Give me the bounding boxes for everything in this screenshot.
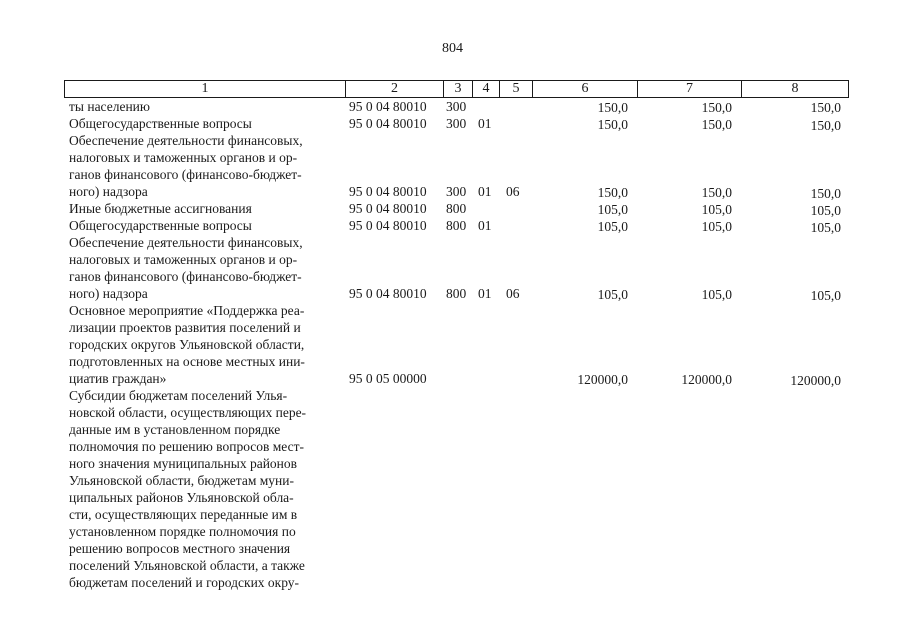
column-header-6: 6 [533, 81, 638, 98]
column-header-5: 5 [500, 81, 533, 98]
row-description-line: ты населению [69, 99, 150, 114]
row-description [69, 132, 337, 200]
row-value-6: 150,0 [597, 117, 628, 132]
row-section: 01 [478, 184, 492, 199]
row-description-line: налоговых и таможенных органов и ор- [69, 252, 298, 267]
row-description [69, 115, 337, 132]
row-section: 01 [478, 218, 492, 233]
row-description-line: новской области, осуществляющих пере- [69, 405, 307, 420]
row-value-8: 150,0 [810, 118, 841, 133]
row-value-7: 105,0 [701, 219, 732, 234]
row-description-line: городских округов Ульяновской области, [69, 337, 305, 352]
row-description-line: ного значения муниципальных районов [69, 456, 298, 471]
row-expense-type: 300 [446, 184, 467, 199]
column-header-2: 2 [346, 81, 444, 98]
row-expense-type: 300 [446, 116, 467, 131]
row-code: 95 0 04 80010 [349, 116, 427, 131]
row-value-6: 105,0 [597, 202, 628, 217]
table-row [0, 387, 905, 591]
row-description-line: полномочия по решению вопросов мест- [69, 439, 305, 454]
row-description-line: Обеспечение деятельности финансовых, [69, 133, 303, 148]
row-description-line: налоговых и таможенных органов и ор- [69, 150, 298, 165]
row-description-line: ганов финансового (финансово-бюджет- [69, 167, 302, 182]
row-value-7: 150,0 [701, 185, 732, 200]
page-number: 804 [442, 41, 463, 56]
row-description-line: Основное мероприятие «Поддержка реа- [69, 303, 305, 318]
row-value-6: 120000,0 [577, 372, 628, 387]
row-subsection: 06 [506, 286, 520, 301]
row-value-6: 150,0 [597, 185, 628, 200]
column-header-8: 8 [742, 81, 849, 98]
row-value-8: 105,0 [810, 220, 841, 235]
row-expense-type: 800 [446, 286, 467, 301]
row-description-line: лизации проектов развития поселений и [69, 320, 301, 335]
row-value-6: 105,0 [597, 219, 628, 234]
table-row [0, 234, 905, 302]
row-description-line: Общегосударственные вопросы [69, 218, 252, 233]
row-value-7: 150,0 [701, 117, 732, 132]
row-section: 01 [478, 116, 492, 131]
column-header-1: 1 [65, 81, 346, 98]
row-description-line: бюджетам поселений и городских окру- [69, 575, 300, 590]
row-value-6: 105,0 [597, 287, 628, 302]
row-value-7: 150,0 [701, 100, 732, 115]
row-value-8: 120000,0 [790, 373, 841, 388]
row-description-line: подготовленных на основе местных ини- [69, 354, 305, 369]
row-value-8: 105,0 [810, 288, 841, 303]
row-value-7: 105,0 [701, 287, 732, 302]
row-description [69, 217, 337, 234]
row-expense-type: 800 [446, 201, 467, 216]
column-header-7: 7 [638, 81, 742, 98]
table-row [0, 217, 905, 234]
row-description [69, 302, 337, 387]
table-row [0, 200, 905, 217]
table-row [0, 98, 905, 115]
column-header-table [64, 80, 849, 98]
row-code: 95 0 04 80010 [349, 218, 427, 233]
row-description [69, 200, 337, 217]
row-value-7: 120000,0 [681, 372, 732, 387]
row-description [69, 98, 337, 115]
row-value-8: 150,0 [810, 186, 841, 201]
row-value-6: 150,0 [597, 100, 628, 115]
row-code: 95 0 04 80010 [349, 286, 427, 301]
row-description-line: Ульяновской области, бюджетам муни- [69, 473, 294, 488]
row-description-line: Общегосударственные вопросы [69, 116, 252, 131]
row-value-8: 105,0 [810, 203, 841, 218]
row-expense-type: 300 [446, 99, 467, 114]
table-row [0, 115, 905, 132]
row-description-line: циатив граждан» [69, 371, 167, 386]
row-code: 95 0 05 00000 [349, 371, 427, 386]
row-description [69, 234, 337, 302]
row-description-line: Субсидии бюджетам поселений Улья- [69, 388, 288, 403]
row-description-line: сти, осуществляющих переданные им в [69, 507, 298, 522]
row-expense-type: 800 [446, 218, 467, 233]
row-value-8: 150,0 [810, 100, 841, 115]
row-description-line: Иные бюджетные ассигнования [69, 201, 252, 216]
row-value-7: 105,0 [701, 202, 732, 217]
table-row [0, 302, 905, 387]
row-subsection: 06 [506, 184, 520, 199]
row-section: 01 [478, 286, 492, 301]
row-code: 95 0 04 80010 [349, 99, 427, 114]
row-description-line: ципальных районов Ульяновской обла- [69, 490, 294, 505]
column-header-3: 3 [444, 81, 473, 98]
row-description [69, 387, 337, 591]
row-code: 95 0 04 80010 [349, 184, 427, 199]
row-description-line: ного) надзора [69, 184, 148, 199]
row-description-line: ганов финансового (финансово-бюджет- [69, 269, 302, 284]
row-description-line: решению вопросов местного значения [69, 541, 291, 556]
column-header-4: 4 [473, 81, 500, 98]
table-row [0, 132, 905, 200]
row-description-line: установленном порядке полномочия по [69, 524, 296, 539]
row-code: 95 0 04 80010 [349, 201, 427, 216]
row-description-line: ного) надзора [69, 286, 148, 301]
row-description-line: Обеспечение деятельности финансовых, [69, 235, 303, 250]
row-description-line: поселений Ульяновской области, а также [69, 558, 305, 573]
row-description-line: данные им в установленном порядке [69, 422, 281, 437]
